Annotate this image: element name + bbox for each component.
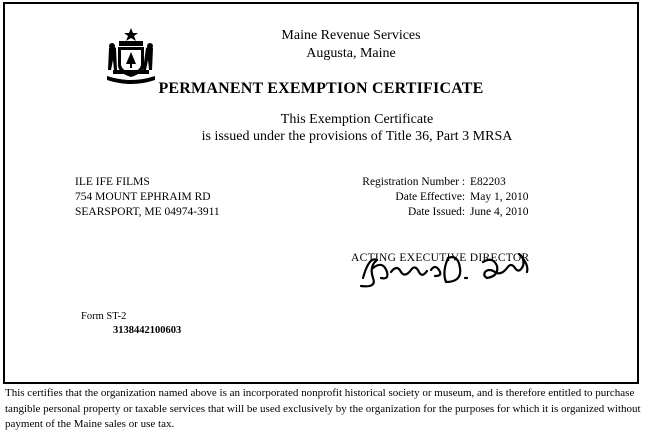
date-effective-row [362,190,532,205]
registration-details [362,175,532,220]
date-issued-value: June 4, 2010 [470,206,529,218]
date-issued-row [362,205,532,220]
signature-icon [353,248,543,290]
organization-name: ILE IFE FILMS [75,176,150,188]
certificate-title: PERMANENT EXEMPTION CERTIFICATE [158,80,484,97]
agency-name: Maine Revenue Services [281,28,421,43]
issued-statement-line1: This Exemption Certificate [280,112,434,127]
organization-city-state-zip: SEARSPORT, ME 04974-3911 [75,206,220,218]
agency-city: Augusta, Maine [306,46,396,61]
date-issued-label: Date Issued: [407,206,466,218]
form-label: Form ST-2 [81,311,127,322]
registration-number-row [362,175,532,190]
date-effective-label: Date Effective: [395,191,466,203]
exemption-certificate [3,2,639,384]
signer-title: ACTING EXECUTIVE DIRECTOR [351,252,530,264]
organization-address [75,175,220,220]
date-effective-value: May 1, 2010 [470,191,529,203]
registration-number-label: Registration Number : [362,176,466,188]
certification-statement: This certifies that the organization named above is an incorporated nonprofit historical society or museum, and is therefore entitled to purchase tangible personal property or taxable services that will be used exclusively by the organization for the purposes for which it is organized without payment of the Maine sales or use tax. [5,387,641,430]
registration-number-value: E82203 [470,176,506,188]
form-number: 3138442100603 [113,325,182,336]
issued-statement-line2: is issued under the provisions of Title 36, Part 3 MRSA [201,129,513,144]
organization-street: 754 MOUNT EPHRAIM RD [75,191,211,203]
